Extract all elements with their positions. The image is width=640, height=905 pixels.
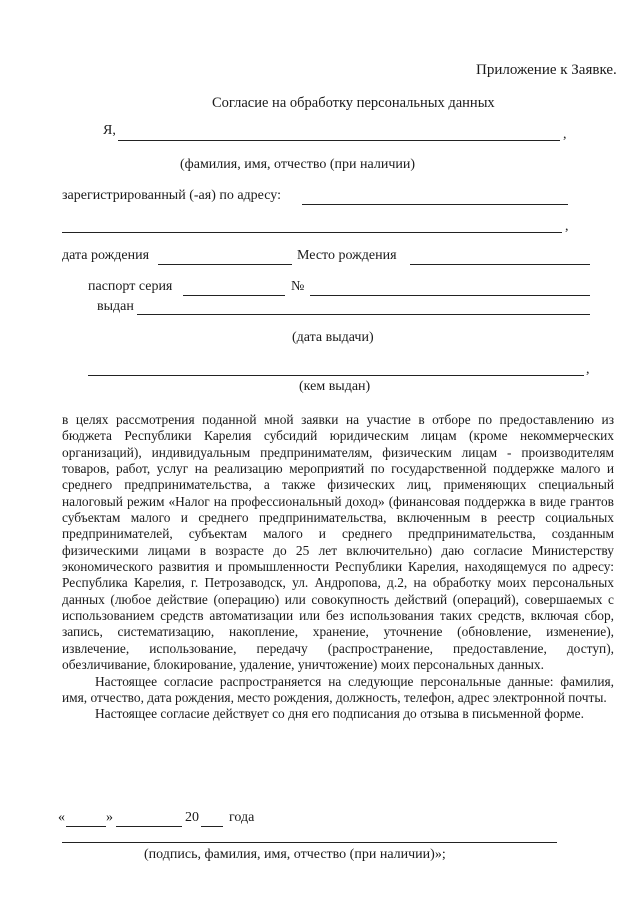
address-field-1[interactable]	[302, 204, 568, 205]
issue-date-caption: (дата выдачи)	[292, 330, 374, 345]
fio-caption: (фамилия, имя, отчество (при наличии)	[180, 157, 416, 172]
fio-field[interactable]	[118, 140, 560, 141]
date-close-quote: »	[106, 810, 113, 825]
date-year-suffix: года	[229, 810, 255, 825]
issued-by-field[interactable]	[88, 375, 584, 376]
i-label: Я,	[103, 123, 116, 138]
document-title: Согласие на обработку персональных данных	[212, 95, 495, 111]
passport-series-label: паспорт серия	[88, 279, 173, 294]
date-open-quote: «	[58, 810, 65, 825]
birth-place-field[interactable]	[410, 264, 590, 265]
date-day-field[interactable]	[66, 826, 106, 827]
date-year-field[interactable]	[201, 826, 223, 827]
issued-label: выдан	[97, 299, 134, 314]
birth-date-label: дата рождения	[62, 248, 150, 263]
fio-comma: ,	[563, 127, 567, 142]
signature-field[interactable]	[62, 842, 557, 843]
issued-by-comma: ,	[586, 362, 590, 377]
address-comma: ,	[565, 219, 569, 234]
passport-number-field[interactable]	[310, 295, 590, 296]
date-year-prefix: 20	[185, 810, 199, 825]
birth-place-label: Место рождения	[297, 248, 397, 263]
address-field-2[interactable]	[62, 232, 562, 233]
appendix-label: Приложение к Заявке.	[476, 62, 617, 78]
passport-number-label: №	[291, 279, 305, 294]
consent-paragraph-validity: Настоящее согласие действует со дня его подписания до отзыва в письменной форме.	[95, 706, 584, 722]
signature-caption: (подпись, фамилия, имя, отчество (при наличии)»;	[144, 847, 446, 862]
address-label: зарегистрированный (-ая) по адресу:	[62, 188, 281, 203]
consent-paragraph-main: в целях рассмотрения поданной мной заявки на участие в отборе по предоставлению из бюджета Республики Карелия субсидий юридическим лицам (кроме некоммерческих организаций), индивидуальным предпринимателям, физическим лицам - производителям товаров, работ, услуг на реализацию мероприятий по государственной поддержке малого и среднего предпринимательства, а также физических лиц, применяющих специальный налоговый режим «Налог на профессиональный доход» (финансовая поддержка в виде грантов субъектам малого и среднего предпринимательства, включенным в реестр социальных предпринимателей, субъектам малого и среднего предпринимательства, созданным физическими лицами в возрасте до 25 лет включительно) даю согласие Министерству экономического развития и промышленности Республики Карелия, находящемуся по адресу: Республика Карелия, г. Петрозаводск, ул. Андропова, д.2, на обработку моих персональных данных (любое действие (операцию) или совокупность действий (операций), совершаемых с использованием средств автоматизации или без использования таких средств, включая сбор, запись, систематизацию, накопление, хранение, уточнение (обновление, изменение), извлечение, использование, передачу (распространение, предоставление, доступ), обезличивание, блокирование, удаление, уничтожение) моих персональных данных.	[62, 412, 614, 673]
date-month-field[interactable]	[116, 826, 182, 827]
issued-field[interactable]	[137, 314, 590, 315]
passport-series-field[interactable]	[183, 295, 285, 296]
consent-paragraph-scope: Настоящее согласие распространяется на следующие персональные данные: фамилия, имя, отчество, дата рождения, место рождения, должность, телефон, адрес электронной почты.	[62, 673, 614, 705]
birth-date-field[interactable]	[158, 264, 292, 265]
issued-by-caption: (кем выдан)	[299, 379, 371, 394]
consent-body	[62, 412, 614, 723]
